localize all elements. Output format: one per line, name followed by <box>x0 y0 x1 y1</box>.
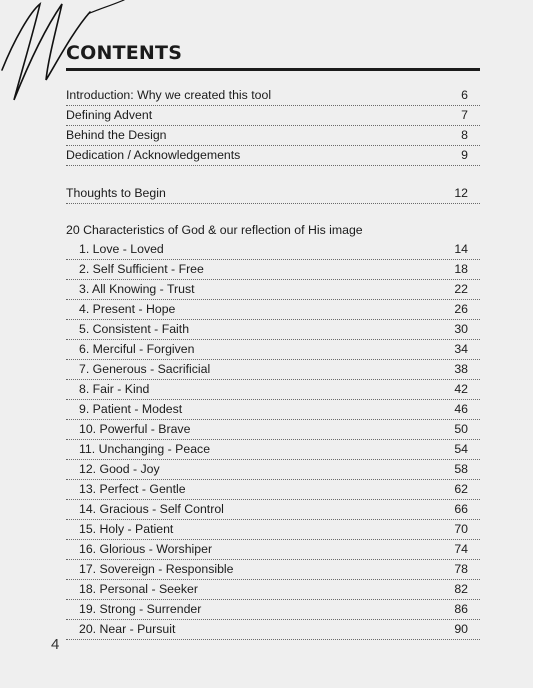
toc-entry-page: 50 <box>454 422 468 436</box>
toc-entry[interactable] <box>66 460 480 480</box>
toc-entry[interactable] <box>66 260 480 280</box>
toc-entry-label: 14. Gracious - Self Control <box>79 502 224 516</box>
toc-entry[interactable] <box>66 320 480 340</box>
toc-entry-page: 58 <box>454 462 468 476</box>
toc-entry-page: 90 <box>454 622 468 636</box>
toc-entry[interactable] <box>66 600 480 620</box>
toc-entry-label: Behind the Design <box>66 128 167 142</box>
toc-entry[interactable] <box>66 440 480 460</box>
toc-entry-page: 22 <box>454 282 468 296</box>
toc-entry[interactable] <box>66 560 480 580</box>
toc-entry-page: 62 <box>454 482 468 496</box>
toc-entry[interactable] <box>66 340 480 360</box>
toc-entry-label: 17. Sovereign - Responsible <box>79 562 234 576</box>
toc-entry-label: 18. Personal - Seeker <box>79 582 198 596</box>
toc-entry-label: 10. Powerful - Brave <box>79 422 191 436</box>
toc-entry-label: 11. Unchanging - Peace <box>79 442 211 456</box>
toc-entry[interactable] <box>66 86 480 106</box>
toc-entry[interactable] <box>66 146 480 166</box>
toc-entry[interactable] <box>66 240 480 260</box>
toc-entry-page: 8 <box>461 128 468 142</box>
toc-entry-page: 42 <box>454 382 468 396</box>
toc-entry-page: 7 <box>461 108 468 122</box>
toc-entry-page: 14 <box>454 242 468 256</box>
toc-entry-label: Introduction: Why we created this tool <box>66 88 272 102</box>
page-number: 4 <box>51 636 60 653</box>
toc-entry-page: 86 <box>454 602 468 616</box>
toc-entry-page: 74 <box>454 542 468 556</box>
section-gap <box>66 204 480 222</box>
toc-entry-page: 9 <box>461 148 468 162</box>
toc-entry-label: 3. All Knowing - Trust <box>79 282 195 296</box>
toc-entry[interactable] <box>66 480 480 500</box>
toc-entry-label: 8. Fair - Kind <box>79 382 150 396</box>
toc-entry-page: 38 <box>454 362 468 376</box>
toc-entry-page: 26 <box>454 302 468 316</box>
toc-entry[interactable] <box>66 620 480 640</box>
toc-entry-label: 1. Love - Loved <box>79 242 164 256</box>
toc-entry-label: 20. Near - Pursuit <box>79 622 176 636</box>
toc-entry-page: 34 <box>454 342 468 356</box>
table-of-contents <box>66 86 480 640</box>
toc-entry-label: 5. Consistent - Faith <box>79 322 190 336</box>
toc-entry-label: 4. Present - Hope <box>79 302 176 316</box>
toc-entry-label: 9. Patient - Modest <box>79 402 183 416</box>
toc-entry[interactable] <box>66 500 480 520</box>
toc-entry-label: Thoughts to Begin <box>66 185 166 200</box>
toc-entry[interactable] <box>66 360 480 380</box>
toc-entry[interactable] <box>66 184 480 204</box>
toc-entry-label: 2. Self Sufficient - Free <box>79 262 204 276</box>
toc-entry[interactable] <box>66 300 480 320</box>
toc-entry-page: 18 <box>454 262 468 276</box>
toc-entry[interactable] <box>66 400 480 420</box>
title-divider <box>66 68 480 71</box>
page-title: CONTENTS <box>66 42 183 64</box>
toc-entry-label: Defining Advent <box>66 108 153 122</box>
toc-entry[interactable] <box>66 126 480 146</box>
toc-entry[interactable] <box>66 420 480 440</box>
toc-entry-page: 78 <box>454 562 468 576</box>
toc-entry-label: 6. Merciful - Forgiven <box>79 342 195 356</box>
section-heading: 20 Characteristics of God & our reflection of His image <box>66 223 363 237</box>
toc-entry[interactable] <box>66 280 480 300</box>
toc-entry-page: 12 <box>454 185 468 200</box>
toc-entry-page: 30 <box>454 322 468 336</box>
toc-entry-label: 12. Good - Joy <box>79 462 160 476</box>
toc-entry-page: 54 <box>454 442 468 456</box>
toc-entry-label: Dedication / Acknowledgements <box>66 148 241 162</box>
toc-entry-page: 82 <box>454 582 468 596</box>
toc-entry[interactable] <box>66 540 480 560</box>
toc-entry[interactable] <box>66 580 480 600</box>
toc-entry-page: 70 <box>454 522 468 536</box>
toc-entry-label: 13. Perfect - Gentle <box>79 482 186 496</box>
toc-entry-page: 6 <box>461 88 468 102</box>
toc-entry[interactable] <box>66 106 480 126</box>
toc-entry[interactable] <box>66 520 480 540</box>
toc-entry-label: 7. Generous - Sacrificial <box>79 362 211 376</box>
toc-entry-label: 19. Strong - Surrender <box>79 602 202 616</box>
toc-entry-page: 66 <box>454 502 468 516</box>
section-gap <box>66 166 480 184</box>
toc-entry[interactable] <box>66 380 480 400</box>
toc-entry-label: 16. Glorious - Worshiper <box>79 542 213 556</box>
toc-entry-label: 15. Holy - Patient <box>79 522 174 536</box>
toc-entry-page: 46 <box>454 402 468 416</box>
